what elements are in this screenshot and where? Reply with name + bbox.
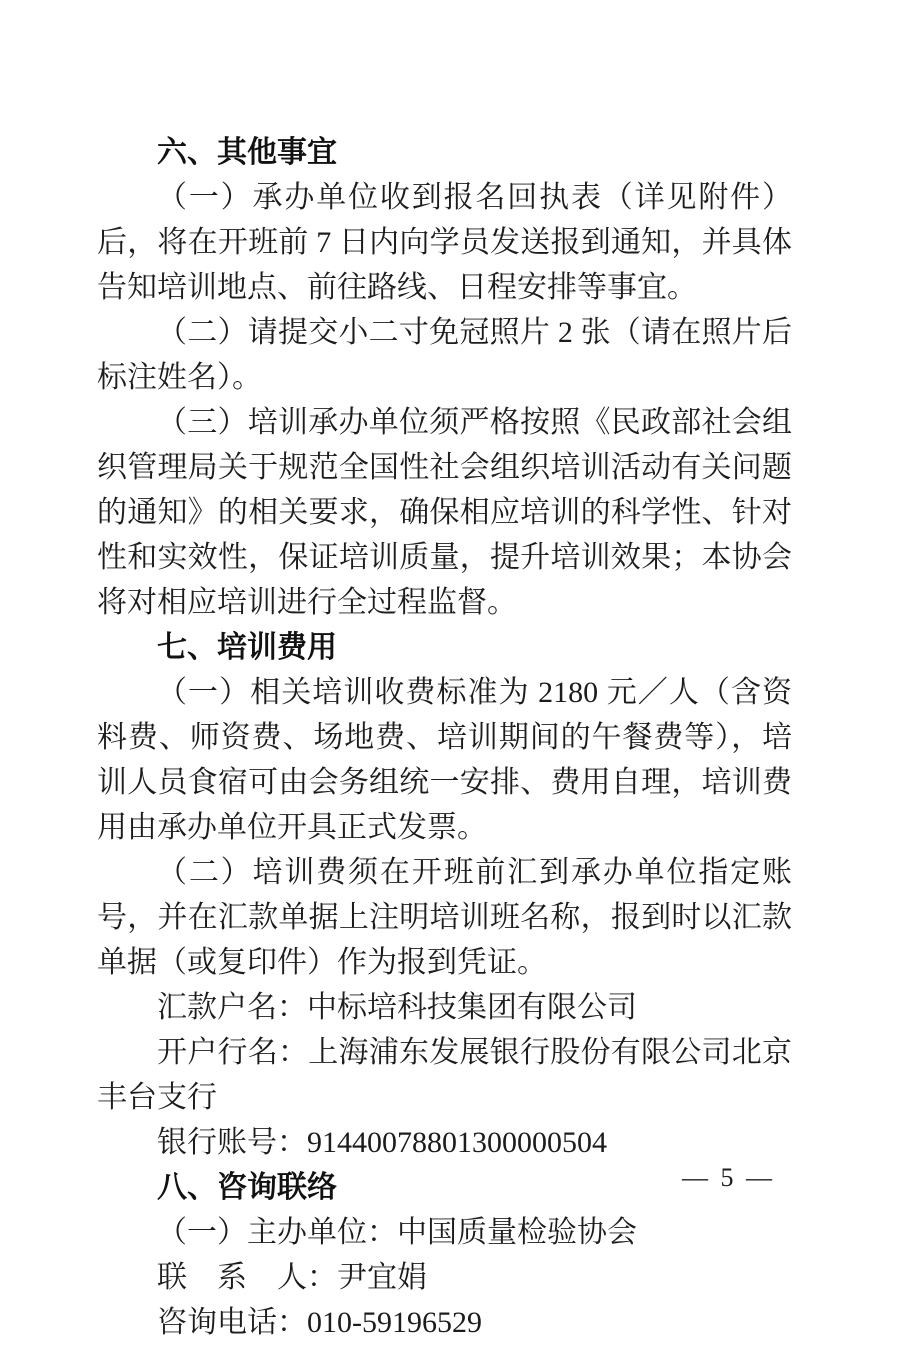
organizer-line: （一）主办单位：中国质量检验协会 bbox=[157, 1216, 637, 1249]
section-heading: 七、培训费用 bbox=[157, 631, 337, 664]
paragraph: （二）培训费须在开班前汇到承办单位指定账号，并在汇款单据上注明培训班名称，报到时以汇款单据（或复印件）作为报到凭证。 bbox=[97, 856, 792, 979]
bank-branch-name: 开户行名：上海浦东发展银行股份有限公司北京丰台支行 bbox=[97, 1036, 792, 1114]
paragraph: （二）请提交小二寸免冠照片 2 张（请在照片后标注姓名）。 bbox=[97, 316, 792, 394]
contact-phone-line: 咨询电话：010-59196529 bbox=[157, 1306, 482, 1339]
contact-person-line: 联 系 人：尹宜娟 bbox=[157, 1261, 427, 1294]
paragraph: （三）培训承办单位须严格按照《民政部社会组织管理局关于规范全国性社会组织培训活动有关问题的通知》的相关要求，确保相应培训的科学性、针对性和实效性，保证培训质量，提升培训效果；本协会将对相应培训进行全过程监督。 bbox=[97, 406, 792, 619]
paragraph: （一）承办单位收到报名回执表（详见附件）后，将在开班前 7 日内向学员发送报到通知，并具体告知培训地点、前往路线、日程安排等事宜。 bbox=[97, 181, 792, 304]
remittance-account-name: 汇款户名：中标培科技集团有限公司 bbox=[157, 991, 637, 1024]
section-heading: 六、其他事宜 bbox=[157, 136, 337, 169]
section-heading: 八、咨询联络 bbox=[157, 1171, 337, 1204]
paragraph: （一）相关培训收费标准为 2180 元／人（含资料费、师资费、场地费、培训期间的午餐费等），培训人员食宿可由会务组统一安排、费用自理，培训费用由承办单位开具正式发票。 bbox=[97, 676, 792, 844]
section-training-fees bbox=[97, 625, 792, 1165]
section-other-matters bbox=[97, 130, 792, 625]
bank-account-number: 银行账号：91440078801300000504 bbox=[157, 1126, 607, 1159]
page-number: — 5 — bbox=[682, 1163, 775, 1192]
